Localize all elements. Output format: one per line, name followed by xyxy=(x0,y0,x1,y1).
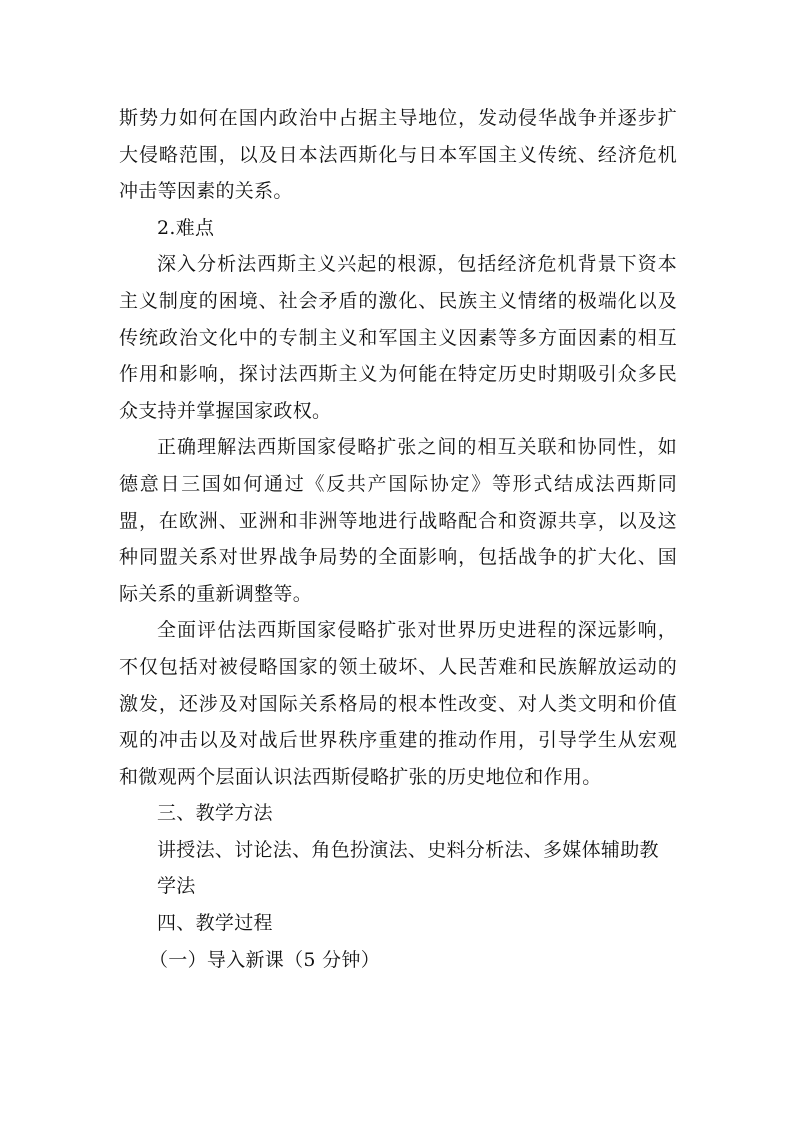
methods-list: 讲授法、讨论法、角色扮演法、史料分析法、多媒体辅助教学法 xyxy=(157,838,659,898)
section-heading-methods: 三、教学方法 xyxy=(157,802,273,825)
paragraph-alliance-understanding: 正确理解法西斯国家侵略扩张之间的相互关联和协同性，如德意日三国如何通过《反共产国际协定》等形式结成法西斯同盟，在欧洲、亚洲和非洲等地进行战略配合和资源共享，以及这种同盟关系对世界战争局势的全面影响，包括战争的扩大化、国际关系的重新调整等。 xyxy=(119,436,677,605)
paragraph-continuation: 斯势力如何在国内政治中占据主导地位，发动侵华战争并逐步扩大侵略范围，以及日本法西斯化与日本军国主义传统、经济危机冲击等因素的关系。 xyxy=(119,107,677,203)
section-heading-difficulties: 2.难点 xyxy=(157,216,215,239)
subsection-heading-intro: （一）导入新课（5 分钟） xyxy=(149,948,381,971)
section-heading-process: 四、教学过程 xyxy=(157,912,273,935)
paragraph-impact-assessment: 全面评估法西斯国家侵略扩张对世界历史进程的深远影响，不仅包括对被侵略国家的领土破坏、人民苦难和民族解放运动的激发，还涉及对国际关系格局的根本性改变、对人类文明和价值观的冲击以及对战后世界秩序重建的推动作用，引导学生从宏观和微观两个层面认识法西斯侵略扩张的历史地位和作用。 xyxy=(119,619,677,788)
document-body xyxy=(119,100,677,978)
paragraph-roots-analysis: 深入分析法西斯主义兴起的根源，包括经济危机背景下资本主义制度的困境、社会矛盾的激化、民族主义情绪的极端化以及传统政治文化中的专制主义和军国主义因素等多方面因素的相互作用和影响，探讨法西斯主义为何能在特定历史时期吸引众多民众支持并掌握国家政权。 xyxy=(119,253,677,422)
